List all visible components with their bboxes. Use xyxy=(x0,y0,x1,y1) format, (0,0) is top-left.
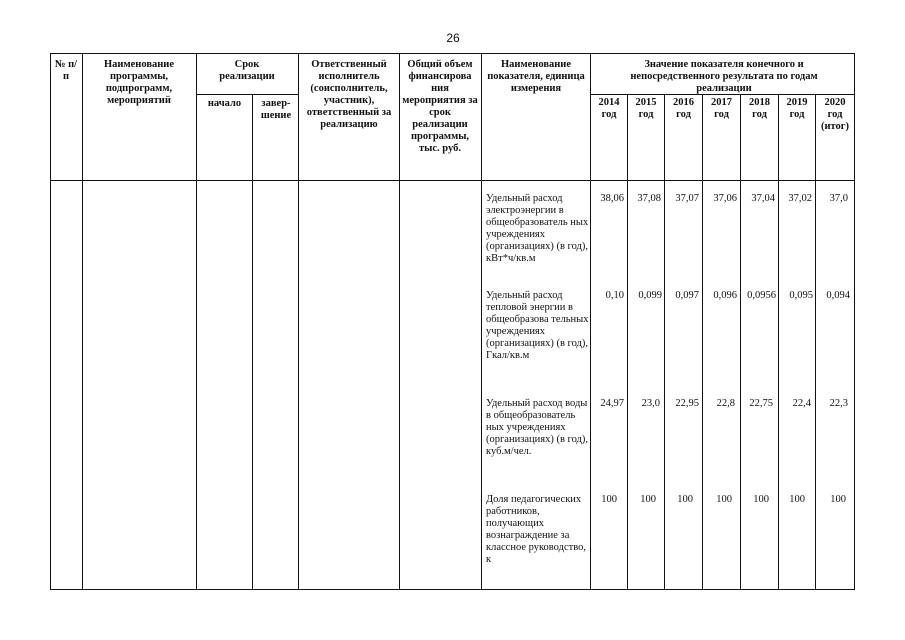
header-financing: Общий объем финансирова ния мероприятия за срок реализации программы, тыс. руб. xyxy=(402,59,478,154)
value-cell: 22,4 xyxy=(792,398,811,409)
header-year-2019: 2019 год xyxy=(786,97,808,120)
col-line xyxy=(481,53,482,590)
value-cell: 0,099 xyxy=(638,290,662,301)
value-cell: 37,0 xyxy=(829,193,848,204)
col-line xyxy=(854,53,855,590)
col-line xyxy=(298,53,299,590)
value-cell: 0,096 xyxy=(713,290,737,301)
header-bottom-line xyxy=(50,180,855,181)
header-program-name: Наименование программы, подпрограмм, мероприятий xyxy=(104,59,174,106)
col-line xyxy=(399,53,400,590)
value-cell: 0,0956 xyxy=(747,290,776,301)
value-cell: 22,95 xyxy=(675,398,699,409)
header-num: № п/п xyxy=(54,59,78,82)
col-line xyxy=(778,94,779,590)
col-line xyxy=(702,94,703,590)
indicator-name-electricity: Удельный расход электроэнергии в общеобразователь ных учреждениях (организациях) (в год), кВт*ч/кв.м xyxy=(486,193,589,264)
value-cell: 100 xyxy=(789,494,805,505)
value-cell: 100 xyxy=(830,494,846,505)
indicator-name-teachers: Доля педагогических работников, получающих вознаграждение за классное руководство, к xyxy=(486,494,586,565)
col-line xyxy=(815,94,816,590)
header-year-2020: 2020 год (итог) xyxy=(820,97,850,132)
header-year-2018: 2018 год xyxy=(749,97,770,120)
header-indicator: Наименование показателя, единица измерения xyxy=(487,59,585,94)
col-line xyxy=(627,94,628,590)
value-cell: 22,75 xyxy=(749,398,773,409)
header-year-2016: 2016 год xyxy=(673,97,694,120)
value-cell: 23,0 xyxy=(641,398,660,409)
value-cell: 0,094 xyxy=(826,290,850,301)
value-cell: 22,8 xyxy=(716,398,735,409)
value-cell: 37,02 xyxy=(788,193,812,204)
indicator-name-heat: Удельный расход тепловой энергии в общеобразова тельных учреждениях (организациях) (в год), Гкал/кв.м xyxy=(486,290,589,361)
col-line xyxy=(82,53,83,590)
header-year-2014: 2014 год xyxy=(598,97,620,120)
col-line xyxy=(740,94,741,590)
value-cell: 0,095 xyxy=(789,290,813,301)
col-line xyxy=(50,53,51,590)
header-period-end: завер-шение xyxy=(260,98,292,121)
value-cell: 24,97 xyxy=(600,398,624,409)
table-border-bottom xyxy=(50,589,855,590)
value-cell: 37,06 xyxy=(713,193,737,204)
header-year-2017: 2017 год xyxy=(711,97,732,120)
value-cell: 100 xyxy=(640,494,656,505)
value-cell: 100 xyxy=(677,494,693,505)
header-year-2015: 2015 год xyxy=(635,97,657,120)
value-cell: 37,04 xyxy=(751,193,775,204)
header-values-group: Значение показателя конечного и непосредственного результата по годам реализации xyxy=(630,59,818,94)
value-cell: 100 xyxy=(716,494,732,505)
page-number: 26 xyxy=(446,31,460,45)
value-cell: 37,08 xyxy=(637,193,661,204)
value-cell: 100 xyxy=(753,494,769,505)
value-cell: 100 xyxy=(601,494,617,505)
col-line xyxy=(664,94,665,590)
period-subheader-line xyxy=(196,94,298,95)
col-line xyxy=(590,53,591,590)
value-cell: 38,06 xyxy=(600,193,624,204)
col-line xyxy=(196,53,197,590)
header-executor: Ответственный исполнитель (соисполнитель, участник), ответственный за реализацию xyxy=(306,59,392,130)
value-cell: 22,3 xyxy=(829,398,848,409)
col-line xyxy=(252,94,253,590)
value-cell: 37,07 xyxy=(675,193,699,204)
header-period-start: начало xyxy=(207,98,242,109)
table-border-top xyxy=(50,53,855,54)
indicator-name-water: Удельный расход воды в общеобразователь ных учреждениях (организациях) (в год), куб.м/чел. xyxy=(486,398,588,457)
value-cell: 0,10 xyxy=(605,290,624,301)
value-cell: 0,097 xyxy=(675,290,699,301)
header-period: Срок реализации xyxy=(219,59,275,82)
